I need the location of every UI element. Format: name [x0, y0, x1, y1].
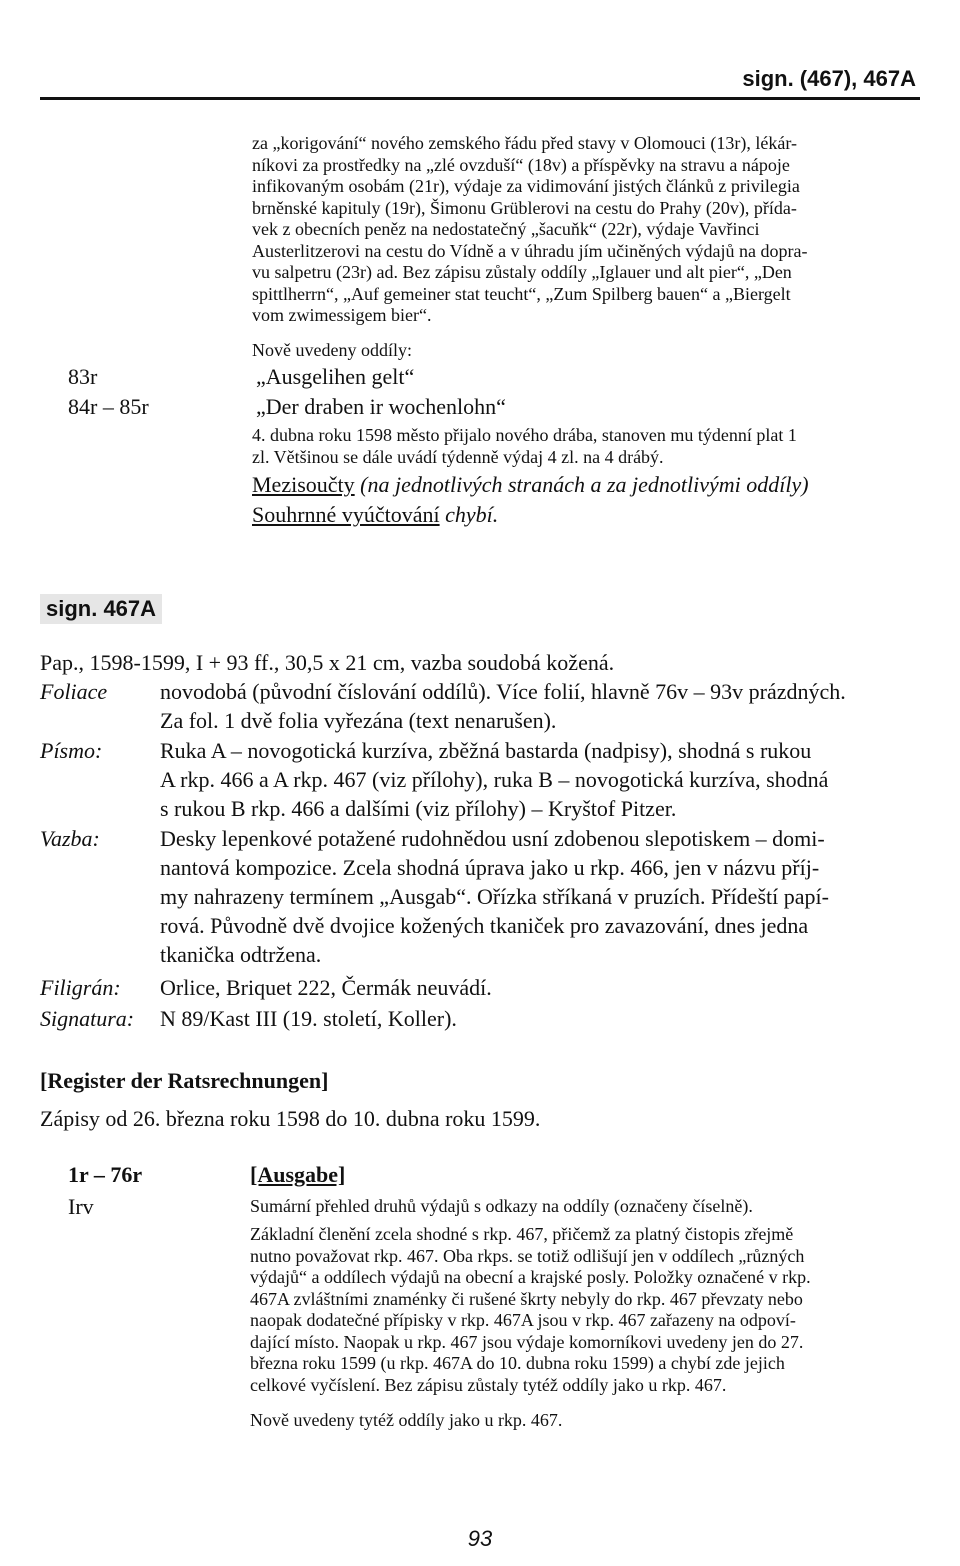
- text-line: nutno považovat rkp. 467. Oba rkps. se totiž odlišují jen v oddílech „různých: [250, 1245, 805, 1266]
- text-line: Základní členění zcela shodné s rkp. 467, přičemž za platný čistopis zřejmě: [250, 1224, 794, 1244]
- subtotals-line: [252, 472, 809, 498]
- text-line: Ruka A – novogotická kurzíva, zběžná bastarda (nadpisy), shodná s rukou: [160, 738, 812, 763]
- text-line: 4. dubna roku 1598 město přijalo nového drába, stanoven mu týdenní plat 1: [252, 425, 797, 445]
- records-range: Zápisy od 26. března roku 1598 do 10. dubna roku 1599.: [40, 1106, 541, 1131]
- summary-line: [252, 502, 498, 528]
- meta-value: [160, 677, 920, 735]
- entry-body: [250, 1224, 922, 1396]
- meta-vazba: [40, 824, 920, 969]
- entry-folio: 84r – 85r: [68, 394, 149, 419]
- text-line: brněnské kapituly (19r), Šimonu Grüblerovi na cestu do Prahy (20v), přída-: [252, 197, 797, 218]
- text-line: Austerlitzerovi na cestu do Vídně a v úhradu jím učiněných výdajů na dopra-: [252, 240, 808, 261]
- entry-folio-sub: Irv: [68, 1194, 94, 1219]
- meta-key: Signatura:: [40, 1006, 135, 1031]
- header-rule: [40, 97, 920, 100]
- text-line: naopak dodatečné přípisky v rkp. 467A jsou v rkp. 467 zařazeny na odpoví-: [250, 1310, 796, 1330]
- text-line: vek z obecních peněz na nedostatečný „šacuňk“ (22r), výdaje Vavřinci: [252, 219, 760, 239]
- text-line: zl. Většinou se dále uvádí týdenně výdaj 4 zl. na 4 drábý.: [252, 446, 664, 467]
- text-line: s rukou B rkp. 466 a dalšími (viz přílohy) – Kryštof Pitzer.: [160, 796, 677, 821]
- meta-signatura: [40, 1004, 920, 1033]
- text-line: níkovi za prostředky na „zlé ovzduší“ (18v) a příspěvky na stravu a nápoje: [252, 154, 790, 175]
- register-title: [Register der Ratsrechnungen]: [40, 1068, 329, 1093]
- meta-pismo: [40, 736, 920, 823]
- text-line: vu salpetru (23r) ad. Bez zápisu zůstaly oddíly „Iglauer und alt pier“, „Den: [252, 262, 792, 282]
- summary-text: chybí.: [445, 502, 499, 527]
- text-line: A rkp. 466 a A rkp. 467 (viz přílohy), ruka B – novogotická kurzíva, shodná: [160, 767, 829, 792]
- pap-line: Pap., 1598-1599, I + 93 ff., 30,5 x 21 cm, vazba soudobá kožená.: [40, 650, 615, 675]
- entry-title: „Der draben ir wochenlohn“: [256, 394, 506, 419]
- entry-line1: Sumární přehled druhů výdajů s odkazy na oddíly (označeny číselně).: [250, 1196, 753, 1216]
- meta-value: [160, 973, 920, 1002]
- entry-title: [Ausgabe]: [250, 1162, 346, 1187]
- text-line: nantová kompozice. Zcela shodná úprava jako u rkp. 466, jen v názvu příj-: [160, 855, 820, 880]
- meta-key: Filigrán:: [40, 975, 121, 1000]
- text-line: března roku 1599 (u rkp. 467A do 10. dubna roku 1599) a chybí zde jejich: [250, 1353, 785, 1373]
- text-line: Za fol. 1 dvě folia vyřezána (text nenarušen).: [160, 708, 557, 733]
- text-line: výdajů“ a oddílech výdajů na obecní a krajské posly. Položky označené v rkp.: [250, 1267, 811, 1287]
- text-line: rová. Původně dvě dvojice kožených tkaniček pro zavazování, dnes jedna: [160, 913, 809, 938]
- meta-foliace: [40, 677, 920, 735]
- top-paragraph: [252, 133, 922, 327]
- meta-key: Foliace: [40, 679, 108, 704]
- meta-value: [160, 1004, 920, 1033]
- text-line: za „korigování“ nového zemského řádu před stavy v Olomouci (13r), lékár-: [252, 133, 797, 153]
- entry-last: Nově uvedeny tytéž oddíly jako u rkp. 467.: [250, 1410, 563, 1430]
- subtotals-text: (na jednotlivých stranách a za jednotlivými oddíly): [360, 472, 809, 497]
- text-line: tkanička odtržena.: [160, 942, 322, 967]
- meta-value: [160, 736, 920, 823]
- text-line: Orlice, Briquet 222, Čermák neuvádí.: [160, 975, 492, 1000]
- text-line: infikovaným osobám (21r), výdaje za vidimování jistých článků z privilegia: [252, 176, 800, 196]
- text-line: my nahrazeny termínem „Ausgab“. Ořízka stříkaná v pruzích. Přídeští papí-: [160, 884, 829, 909]
- page-number: 93: [467, 1526, 493, 1551]
- text-line: dající místo. Naopak u rkp. 467 jsou výdaje komorníkovi uvedeny jen do 27.: [250, 1331, 804, 1352]
- meta-key: Písmo:: [40, 738, 103, 763]
- note-paragraph: [252, 425, 922, 468]
- text-line: celkové vyčíslení. Bez zápisu zůstaly tytéž oddíly jako u rkp. 467.: [250, 1374, 727, 1395]
- text-line: spittlherrn“, „Auf gemeiner stat teucht“, „Zum Spilberg bauen“ a „Biergelt: [252, 283, 791, 304]
- running-header-signature: sign. (467), 467A: [742, 66, 916, 91]
- subtotals-label: Mezisoučty: [252, 472, 355, 497]
- summary-label: Souhrnné vyúčtování: [252, 502, 440, 527]
- text-line: Desky lepenkové potažené rudohnědou usní zdobenou slepotiskem – domi-: [160, 826, 825, 851]
- new-sections-label: Nově uvedeny oddíly:: [252, 340, 412, 360]
- text-line: N 89/Kast III (19. století, Koller).: [160, 1006, 457, 1031]
- meta-value: [160, 824, 920, 969]
- meta-key: Vazba:: [40, 826, 100, 851]
- entry-folio: 83r: [68, 364, 98, 389]
- meta-filigran: [40, 973, 920, 1002]
- text-line: novodobá (původní číslování oddílů). Více folií, hlavně 76v – 93v prázdných.: [160, 679, 846, 704]
- text-line: vom zwimessigem bier“.: [252, 305, 432, 325]
- entry-folio: 1r – 76r: [68, 1162, 143, 1187]
- text-line: 467A zvláštními znaménky či rušené škrty nebyly do rkp. 467 převzaty nebo: [250, 1288, 803, 1309]
- entry-title: „Ausgelihen gelt“: [256, 364, 415, 389]
- section-signature: sign. 467A: [40, 594, 162, 624]
